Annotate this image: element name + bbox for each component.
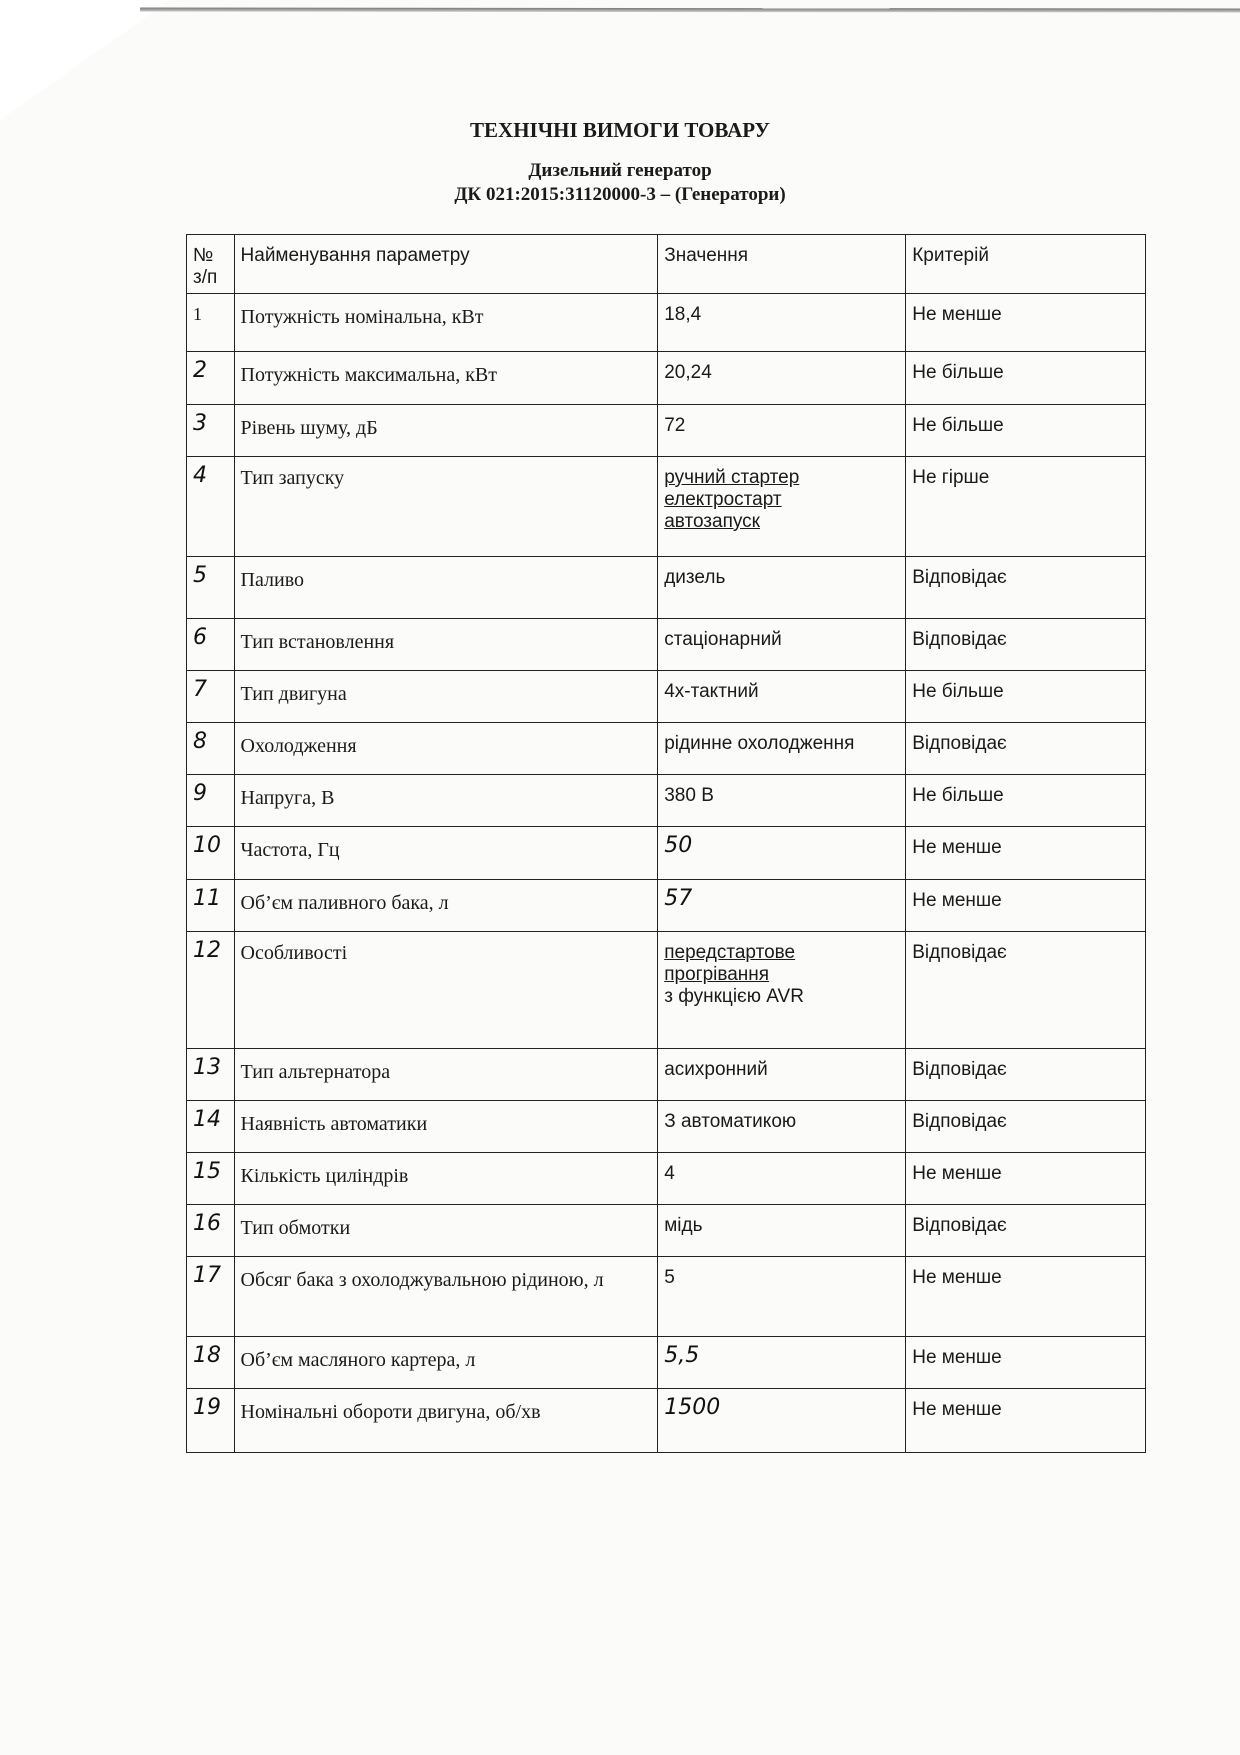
row-number: 2 (187, 352, 235, 405)
column-header-parameter: Найменування параметру (234, 235, 658, 294)
parameter-name: Наявність автоматики (234, 1101, 658, 1153)
parameter-value (658, 1257, 906, 1337)
parameter-criterion: Не більше (906, 405, 1146, 457)
parameter-name: Потужність номінальна, кВт (234, 294, 658, 352)
value-line: мідь (664, 1215, 703, 1236)
table-row (187, 827, 1146, 880)
value-line: ручний стартер (664, 467, 800, 488)
row-number: 3 (187, 405, 235, 457)
parameter-value (658, 827, 906, 880)
folded-corner (0, 0, 170, 120)
row-number: 18 (187, 1337, 235, 1389)
parameter-criterion: Не менше (906, 880, 1146, 932)
parameter-value (658, 1101, 906, 1153)
row-number: 4 (187, 457, 235, 557)
page-title: ТЕХНІЧНІ ВИМОГИ ТОВАРУ (470, 118, 770, 142)
table-row (187, 352, 1146, 405)
table-row (187, 1205, 1146, 1257)
parameter-value (658, 1337, 906, 1389)
value-line: 4 (664, 1163, 675, 1184)
parameter-value (658, 775, 906, 827)
parameter-criterion: Відповідає (906, 557, 1146, 619)
parameter-criterion: Не менше (906, 1337, 1146, 1389)
parameter-name: Охолодження (234, 723, 658, 775)
parameter-value (658, 1389, 906, 1453)
product-name: Дизельний генератор (528, 160, 712, 181)
product-code: ДК 021:2015:31120000-3 – (Генератори) (454, 184, 786, 205)
row-number: 9 (187, 775, 235, 827)
parameter-criterion: Відповідає (906, 723, 1146, 775)
parameter-name: Кількість циліндрів (234, 1153, 658, 1205)
row-number: 16 (187, 1205, 235, 1257)
table-row (187, 457, 1146, 557)
parameter-criterion: Не менше (906, 1389, 1146, 1453)
parameter-value (658, 932, 906, 1049)
parameter-criterion: Не більше (906, 775, 1146, 827)
row-number: 7 (187, 671, 235, 723)
value-line: дизель (664, 567, 726, 588)
scan-edge-shadow (140, 8, 1240, 13)
row-number: 10 (187, 827, 235, 880)
parameter-criterion: Не більше (906, 671, 1146, 723)
value-line: 4х-тактний (664, 681, 759, 702)
parameter-name: Особливості (234, 932, 658, 1049)
parameter-criterion: Відповідає (906, 1049, 1146, 1101)
parameter-name: Номінальні обороти двигуна, об/хв (234, 1389, 658, 1453)
parameter-name: Напруга, В (234, 775, 658, 827)
parameter-value (658, 1205, 906, 1257)
parameter-name: Об’єм масляного картера, л (234, 1337, 658, 1389)
parameter-value (658, 557, 906, 619)
parameter-value (658, 1049, 906, 1101)
value-line: прогрівання (664, 964, 770, 985)
row-number: 11 (187, 880, 235, 932)
table-row (187, 1257, 1146, 1337)
parameter-value (658, 294, 906, 352)
value-line: З автоматикою (664, 1111, 797, 1132)
parameter-criterion: Відповідає (906, 1205, 1146, 1257)
column-header-value: Значення (658, 235, 906, 294)
row-number: 1 (187, 294, 235, 352)
parameter-value (658, 457, 906, 557)
row-number: 5 (187, 557, 235, 619)
parameter-value (658, 405, 906, 457)
parameter-name: Паливо (234, 557, 658, 619)
value-line: електростарт (664, 489, 782, 510)
parameter-value (658, 1153, 906, 1205)
value-line: рідинне охолодження (664, 733, 855, 754)
parameter-value (658, 880, 906, 932)
table-row (187, 1101, 1146, 1153)
parameter-criterion: Не менше (906, 827, 1146, 880)
table-row (187, 880, 1146, 932)
table-row (187, 1337, 1146, 1389)
row-number: 14 (187, 1101, 235, 1153)
table-row (187, 775, 1146, 827)
table-row (187, 932, 1146, 1049)
row-number: 13 (187, 1049, 235, 1101)
parameter-name: Рівень шуму, дБ (234, 405, 658, 457)
parameter-value (658, 619, 906, 671)
table-row (187, 1049, 1146, 1101)
row-number: 8 (187, 723, 235, 775)
parameter-name: Об’єм паливного бака, л (234, 880, 658, 932)
parameter-criterion: Відповідає (906, 619, 1146, 671)
row-number: 17 (187, 1257, 235, 1337)
parameter-criterion: Відповідає (906, 932, 1146, 1049)
row-number: 12 (187, 932, 235, 1049)
value-line: 380 В (664, 785, 714, 806)
value-line: 20,24 (664, 362, 712, 383)
column-header-criterion: Критерій (906, 235, 1146, 294)
parameter-name: Частота, Гц (234, 827, 658, 880)
parameter-criterion: Не більше (906, 352, 1146, 405)
parameter-criterion: Не менше (906, 294, 1146, 352)
value-line: 5,5 (664, 1343, 700, 1368)
parameter-name: Тип обмотки (234, 1205, 658, 1257)
table-row (187, 405, 1146, 457)
table-row (187, 1389, 1146, 1453)
value-line: 1500 (664, 1395, 721, 1420)
value-line: автозапуск (664, 511, 760, 532)
value-line: передстартове (664, 942, 796, 963)
parameter-name: Потужність максимальна, кВт (234, 352, 658, 405)
parameter-value (658, 352, 906, 405)
table-row (187, 294, 1146, 352)
table-row (187, 671, 1146, 723)
parameter-name: Обсяг бака з охолоджувальною рідиною, л (234, 1257, 658, 1337)
parameter-criterion: Не менше (906, 1153, 1146, 1205)
value-line: стаціонарний (664, 629, 782, 650)
parameter-criterion: Відповідає (906, 1101, 1146, 1153)
table-row (187, 1153, 1146, 1205)
parameter-criterion: Не гірше (906, 457, 1146, 557)
parameter-name: Тип двигуна (234, 671, 658, 723)
row-number: 15 (187, 1153, 235, 1205)
value-line: 72 (664, 415, 686, 436)
value-line: 50 (664, 833, 693, 858)
value-line: 57 (664, 886, 693, 911)
table-row (187, 557, 1146, 619)
parameter-value (658, 671, 906, 723)
parameter-name: Тип альтернатора (234, 1049, 658, 1101)
table-row (187, 723, 1146, 775)
spec-table (186, 234, 1146, 1453)
row-number: 6 (187, 619, 235, 671)
value-line: з функцією AVR (664, 986, 804, 1007)
row-number: 19 (187, 1389, 235, 1453)
parameter-name: Тип запуску (234, 457, 658, 557)
parameter-value (658, 723, 906, 775)
table-row (187, 619, 1146, 671)
value-line: 5 (664, 1267, 675, 1288)
value-line: 18,4 (664, 304, 702, 325)
parameter-name: Тип встановлення (234, 619, 658, 671)
column-header-number: № з/п (187, 235, 235, 294)
parameter-criterion: Не менше (906, 1257, 1146, 1337)
value-line: асихронний (664, 1059, 768, 1080)
table-header-row (187, 235, 1146, 294)
